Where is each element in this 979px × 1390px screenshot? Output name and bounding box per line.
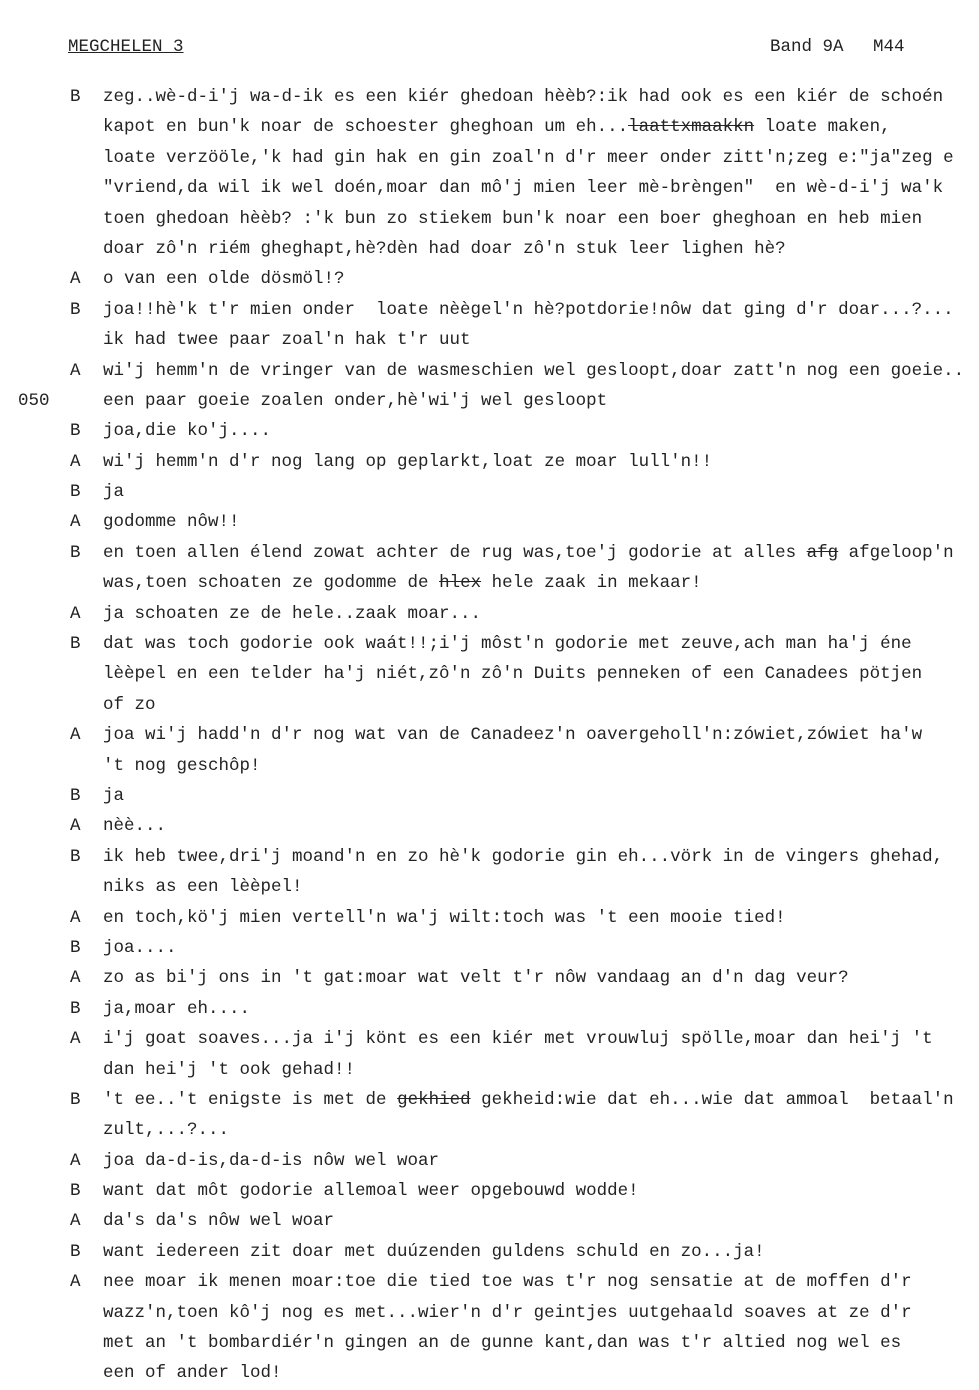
struck-out-text: gekhied	[397, 1089, 471, 1110]
transcript-line	[0, 629, 979, 659]
text-segment: loate maken,	[754, 117, 891, 138]
line-text: want iedereen zit doar met duúzenden guldens schuld en zo...ja!	[103, 1241, 765, 1262]
struck-out-text: afg	[806, 542, 839, 563]
document-code: M44	[873, 37, 905, 57]
transcript-line	[0, 1206, 979, 1236]
transcript-line	[0, 963, 979, 993]
speaker-label: A	[70, 1211, 81, 1232]
line-text: joa da-d-is,da-d-is nôw wel woar	[103, 1150, 440, 1171]
transcript-line	[0, 1055, 979, 1085]
line-text: met an 't bombardiér'n gingen an de gunne kant,dan was t'r altied nog wel es	[103, 1333, 902, 1354]
transcript-line	[0, 295, 979, 325]
speaker-label: B	[70, 87, 81, 107]
line-text: zult,...?...	[103, 1120, 230, 1141]
line-text	[103, 568, 702, 598]
line-text: godomme nôw!!	[103, 512, 240, 533]
speaker-label: A	[70, 1272, 81, 1293]
line-text: joa,die ko'j....	[103, 421, 272, 442]
transcript-line	[0, 356, 979, 386]
line-text: ja schoaten ze de hele..zaak moar...	[103, 603, 482, 624]
transcript-line	[0, 599, 979, 629]
line-text: joa!!hè'k t'r mien onder loate nèègel'n hè?potdorie!nôw dat ging d'r doar...?...	[103, 299, 954, 320]
tape-counter: 050	[18, 390, 50, 411]
speaker-label: B	[70, 998, 81, 1019]
transcript-line	[0, 386, 979, 416]
struck-out-text: laattxmaakkn	[628, 117, 755, 138]
transcript-line	[0, 325, 979, 355]
transcript-line	[0, 568, 979, 598]
line-text	[103, 538, 954, 568]
text-segment: 't ee..'t enigste is met de	[103, 1089, 398, 1110]
speaker-label: A	[70, 360, 81, 381]
speaker-label: B	[70, 421, 81, 442]
transcript-line	[0, 1146, 979, 1176]
transcript-line	[0, 477, 979, 507]
speaker-label: B	[70, 937, 81, 958]
speaker-label: A	[70, 1029, 81, 1050]
line-text: en toch,kö'j mien vertell'n wa'j wilt:toch was 't een mooie tied!	[103, 907, 786, 928]
speaker-label: A	[70, 603, 81, 624]
transcript-line	[0, 1024, 979, 1054]
transcript-line	[0, 264, 979, 294]
line-text: niks as een lèèpel!	[103, 877, 303, 898]
line-text: een of ander lod!	[103, 1363, 282, 1384]
speaker-label: A	[70, 269, 81, 290]
transcript-line	[0, 659, 979, 689]
line-text: joa wi'j hadd'n d'r nog wat van de Canadeez'n oavergeholl'n:zówiet,zówiet ha'w	[103, 725, 923, 746]
speaker-label: B	[70, 785, 81, 806]
line-text: da's da's nôw wel woar	[103, 1211, 335, 1232]
line-text: wi'j hemm'n de vringer van de wasmeschien wel gesloopt,doar zatt'n nog een goeie..	[103, 360, 965, 381]
transcript-line	[0, 143, 979, 173]
transcript-line	[0, 112, 979, 142]
line-text: een paar goeie zoalen onder,hè'wi'j wel gesloopt	[103, 390, 608, 411]
transcript-line	[0, 538, 979, 568]
transcript-line	[0, 1176, 979, 1206]
text-segment: gekheid:wie dat eh...wie dat ammoal betaal'n	[470, 1089, 954, 1110]
line-text: zo as bi'j ons in 't gat:moar wat velt t'r nôw vandaag an d'n dag veur?	[103, 968, 849, 989]
line-text: want dat môt godorie allemoal weer opgebouwd wodde!	[103, 1181, 639, 1202]
transcript-line	[0, 234, 979, 264]
speaker-label: A	[70, 907, 81, 928]
line-text: ik had twee paar zoal'n hak t'r uut	[103, 330, 471, 351]
transcript-line	[0, 781, 979, 811]
transcript-body	[0, 82, 979, 1389]
line-text: nèè...	[103, 816, 167, 837]
line-text: ja,moar eh....	[103, 998, 251, 1019]
transcript-line	[0, 447, 979, 477]
speaker-label: B	[70, 1181, 81, 1202]
transcript-line	[0, 82, 979, 112]
transcript-line	[0, 173, 979, 203]
line-text: ik heb twee,dri'j moand'n en zo hè'k godorie gin eh...vörk in de vingers ghehad,	[103, 846, 944, 867]
line-text: "vriend,da wil ik wel doén,moar dan mô'j mien leer mè-brèngen" en wè-d-i'j wa'k	[103, 178, 944, 199]
transcript-line	[0, 1267, 979, 1297]
transcript-line	[0, 416, 979, 446]
text-segment: was,toen schoaten ze godomme de	[103, 573, 440, 594]
transcript-line	[0, 690, 979, 720]
transcript-line	[0, 1085, 979, 1115]
transcript-line	[0, 720, 979, 750]
line-text: lèèpel en een telder ha'j niét,zô'n zô'n Duits penneken of een Canadees pötjen	[103, 664, 923, 685]
transcript-line	[0, 751, 979, 781]
line-text	[103, 1085, 954, 1115]
transcript-line	[0, 204, 979, 234]
transcript-line	[0, 1328, 979, 1358]
transcript-line	[0, 1115, 979, 1145]
speaker-label: B	[70, 542, 81, 563]
text-segment: en toen allen élend zowat achter de rug was,toe'j godorie at alles	[103, 542, 807, 563]
speaker-label: A	[70, 451, 81, 472]
line-text: 't nog geschôp!	[103, 755, 261, 776]
transcript-line	[0, 872, 979, 902]
line-text	[103, 112, 891, 142]
transcript-line	[0, 811, 979, 841]
line-text: wi'j hemm'n d'r nog lang op geplarkt,loat ze moar lull'n!!	[103, 451, 713, 472]
transcript-line	[0, 842, 979, 872]
speaker-label: A	[70, 1150, 81, 1171]
struck-out-text: hlex	[439, 573, 482, 594]
transcript-line	[0, 1237, 979, 1267]
text-segment: hele zaak in mekaar!	[481, 573, 702, 594]
line-text: ja	[103, 482, 125, 503]
transcript-line	[0, 994, 979, 1024]
speaker-label: B	[70, 846, 81, 867]
transcript-line	[0, 1358, 979, 1388]
line-text: nee moar ik menen moar:toe die tied toe was t'r nog sensatie at de moffen d'r	[103, 1272, 912, 1293]
line-text: ja	[103, 785, 125, 806]
line-text: o van een olde dösmöl!?	[103, 269, 345, 290]
line-text: joa....	[103, 937, 177, 958]
speaker-label: B	[70, 1089, 81, 1110]
speaker-label: A	[70, 968, 81, 989]
line-text: toen ghedoan hèèb? :'k bun zo stiekem bun'k noar een boer gheghoan en heb mien	[103, 208, 923, 229]
line-text: of zo	[103, 694, 156, 715]
line-text: loate verzööle,'k had gin hak en gin zoal'n d'r meer onder zitt'n;zeg e:"ja"zeg e	[103, 147, 954, 168]
transcript-line	[0, 903, 979, 933]
transcript-line	[0, 933, 979, 963]
speaker-label: A	[70, 725, 81, 746]
speaker-label: A	[70, 816, 81, 837]
speaker-label: A	[70, 512, 81, 533]
line-text: wazz'n,toen kô'j nog es met...wier'n d'r geintjes uutgehaald soaves at ze d'r	[103, 1302, 912, 1323]
transcript-line	[0, 507, 979, 537]
speaker-label: B	[70, 634, 81, 655]
speaker-label: B	[70, 299, 81, 320]
line-text: doar zô'n riém gheghapt,hè?dèn had doar zô'n stuk leer lighen hè?	[103, 238, 786, 259]
line-text: dat was toch godorie ook waát!!;i'j môst'n godorie met zeuve,ach man ha'j éne	[103, 634, 912, 655]
speaker-label: B	[70, 1241, 81, 1262]
speaker-label: B	[70, 482, 81, 503]
text-segment: kapot en bun'k noar de schoester gheghoan um eh...	[103, 117, 629, 138]
line-text: dan hei'j 't ook gehad!!	[103, 1059, 356, 1080]
line-text: i'j goat soaves...ja i'j könt es een kiér met vrouwluj spölle,moar dan hei'j 't	[103, 1029, 933, 1050]
text-segment: afgeloop'n	[838, 542, 954, 563]
tape-band-label: Band 9A	[770, 37, 844, 57]
document-title: MEGCHELEN 3	[68, 37, 184, 57]
line-text: zeg..wè-d-i'j wa-d-ik es een kiér ghedoan hèèb?:ik had ook es een kiér de schoén	[103, 87, 944, 107]
transcript-line	[0, 1298, 979, 1328]
